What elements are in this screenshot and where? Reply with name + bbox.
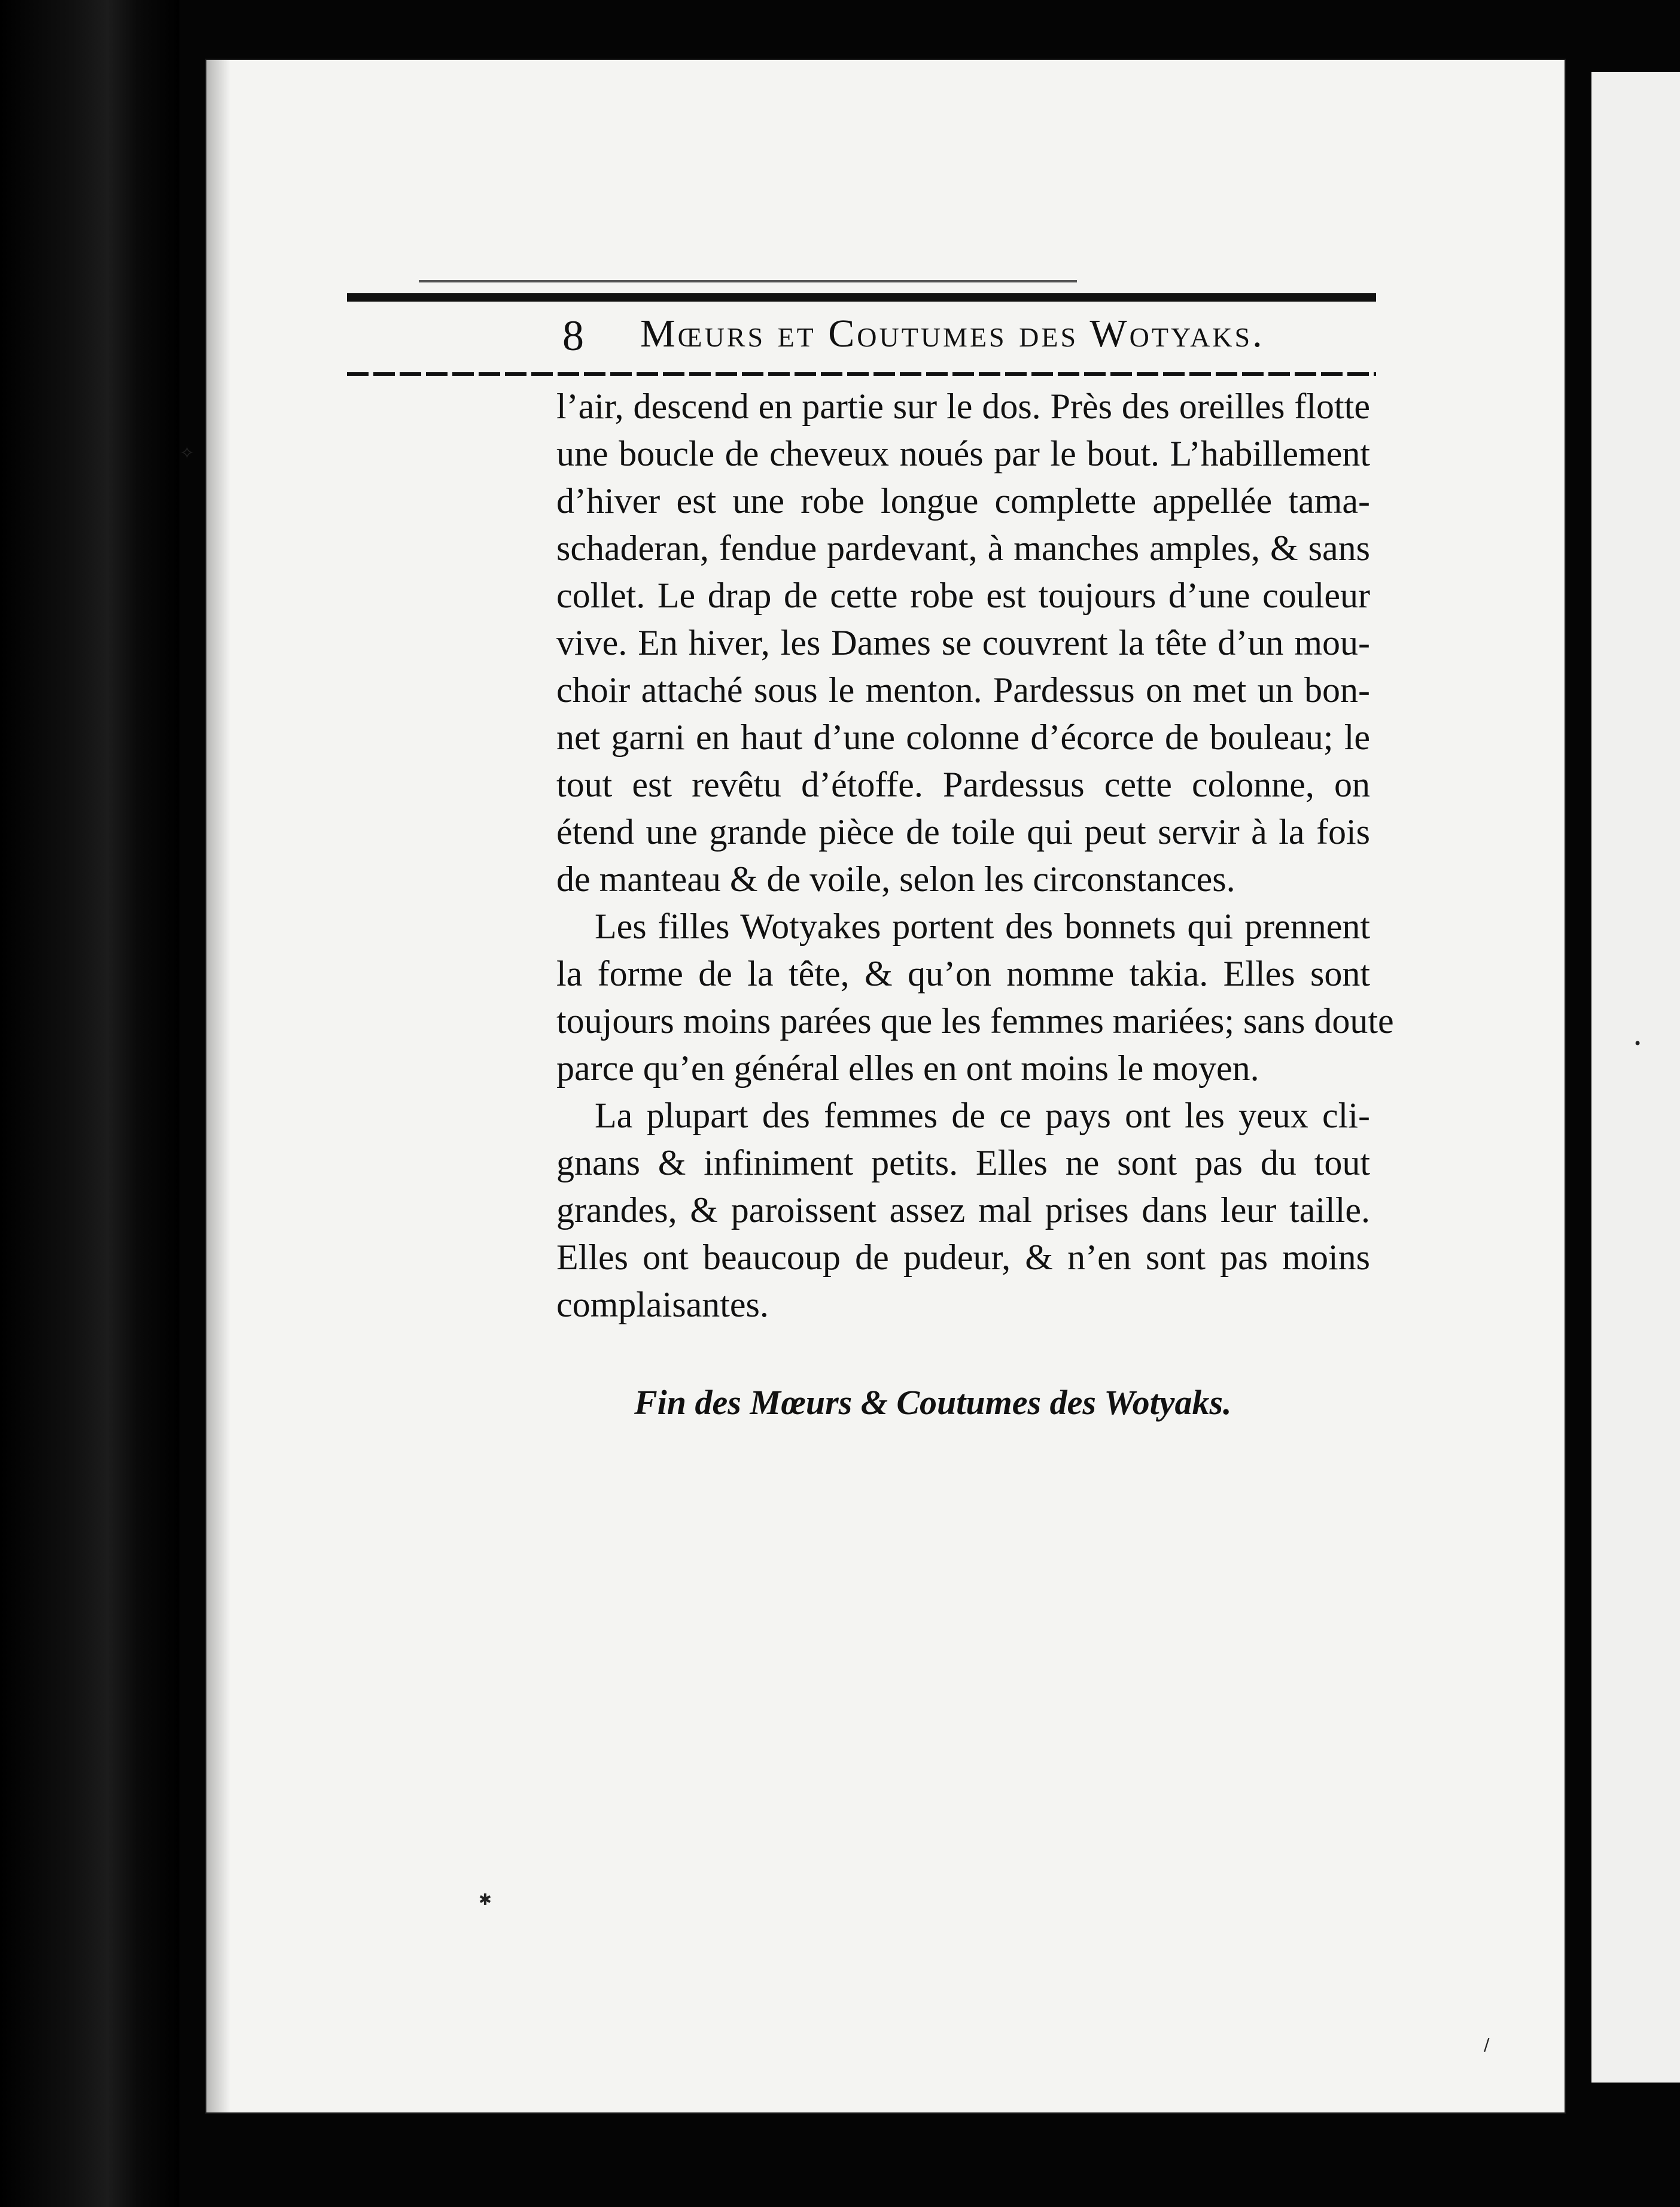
text-line: schaderan, fendue pardevant, à manches amples, & sans	[556, 528, 1370, 568]
text-line: choir attaché sous le menton. Pardessus on met un bon-	[556, 670, 1370, 710]
colophon: Fin des Mœurs & Coutumes des Wotyaks.	[634, 1383, 1232, 1422]
text-line: grandes, & paroissent assez mal prises dans leur taille.	[556, 1190, 1370, 1230]
text-line: Les filles Wotyakes portent des bonnets qui prennent	[595, 907, 1370, 946]
header-top-rule	[347, 293, 1376, 302]
text-line: la forme de la tête, & qu’on nomme takia. Elles sont	[556, 954, 1370, 993]
margin-speck-icon: ✧	[179, 443, 195, 464]
text-line: toujours moins parées que les femmes mariées; sans doute	[556, 1001, 1394, 1041]
facing-page-edge	[1591, 72, 1680, 2083]
running-title: Mœurs et Coutumes des Wotyaks.	[640, 312, 1265, 355]
page-gutter-shadow	[206, 60, 230, 2112]
book-spine-shadow	[0, 0, 179, 2207]
text-line: collet. Le drap de cette robe est toujours d’une couleur	[556, 576, 1370, 615]
text-line: de manteau & de voile, selon les circonstances.	[556, 859, 1235, 899]
text-line: vive. En hiver, les Dames se couvrent la tête d’un mou-	[556, 623, 1370, 662]
text-line: l’air, descend en partie sur le dos. Près des oreilles flotte	[556, 387, 1370, 426]
text-line: d’hiver est une robe longue complette appellée tama-	[556, 481, 1370, 521]
text-line: étend une grande pièce de toile qui peut servir à la fois	[556, 812, 1370, 852]
page-number: 8	[562, 312, 584, 360]
paragraph-3	[556, 1092, 1370, 1329]
text-line: net garni en haut d’une colonne d’écorce de bouleau; le	[556, 718, 1370, 757]
text-line: tout est revêtu d’étoffe. Pardessus cette colonne, on	[556, 765, 1370, 804]
text-line: parce qu’en général elles en ont moins le moyen.	[556, 1048, 1259, 1088]
header-bottom-rule	[347, 372, 1376, 376]
margin-speck-icon: ✱	[479, 1891, 492, 1909]
paragraph-2	[556, 903, 1394, 1092]
text-line: gnans & infiniment petits. Elles ne sont pas du tout	[556, 1143, 1370, 1182]
text-line: une boucle de cheveux noués par le bout. L’habillement	[556, 434, 1370, 473]
margin-speck-icon: •	[1633, 1035, 1642, 1052]
body-text	[556, 383, 1394, 1329]
paragraph-1	[556, 383, 1370, 903]
text-line: La plupart des femmes de ce pays ont les yeux cli-	[595, 1096, 1370, 1135]
page-header	[347, 293, 1376, 359]
margin-speck-icon: /	[1484, 2035, 1490, 2054]
text-line: complaisantes.	[556, 1285, 769, 1324]
header-top-thin-rule	[419, 280, 1077, 282]
text-line: Elles ont beaucoup de pudeur, & n’en sont pas moins	[556, 1238, 1370, 1277]
